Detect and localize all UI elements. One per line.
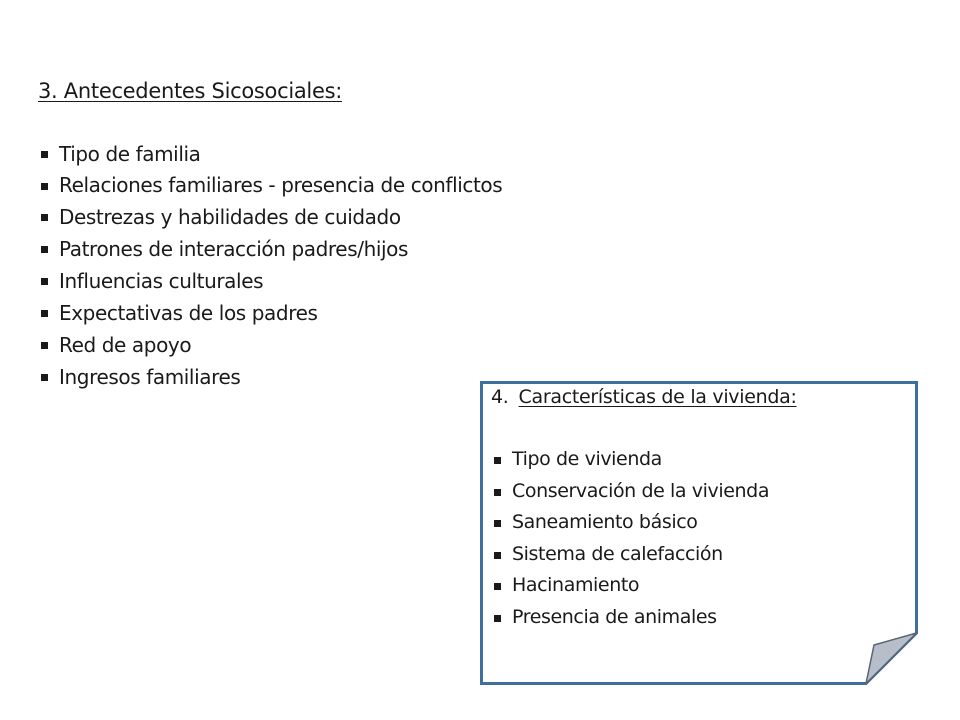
list-item: Influencias culturales [38, 265, 504, 297]
bullet-list [491, 444, 891, 633]
list-item: Destrezas y habilidades de cuidado [38, 201, 504, 233]
square-bullet-icon [41, 246, 48, 253]
section-psychosocial-background [38, 76, 504, 393]
square-bullet-icon [494, 552, 501, 559]
square-bullet-icon [494, 457, 501, 464]
list-item: Expectativas de los padres [38, 297, 504, 329]
square-bullet-icon [494, 583, 501, 590]
square-bullet-icon [41, 310, 48, 317]
section-title: Características de la vivienda: [518, 386, 797, 408]
square-bullet-icon [41, 214, 48, 221]
list-item: Hacinamiento [491, 570, 891, 602]
square-bullet-icon [494, 520, 501, 527]
list-item: Sistema de calefacción [491, 539, 891, 571]
list-item: Patrones de interacción padres/hijos [38, 233, 504, 265]
list-item: Saneamiento básico [491, 507, 891, 539]
list-item: Tipo de vivienda [491, 444, 891, 476]
list-item: Presencia de animales [491, 602, 891, 634]
square-bullet-icon [494, 615, 501, 622]
list-item: Relaciones familiares - presencia de conflictos [38, 170, 504, 201]
bullet-list [38, 138, 504, 393]
square-bullet-icon [41, 151, 48, 158]
square-bullet-icon [494, 489, 501, 496]
note-content [491, 383, 891, 633]
square-bullet-icon [41, 342, 48, 349]
section-heading [491, 383, 891, 411]
list-item: Red de apoyo [38, 329, 504, 361]
section-heading: 3. Antecedentes Sicosociales: [38, 79, 343, 103]
square-bullet-icon [41, 278, 48, 285]
list-item: Ingresos familiares [38, 361, 504, 393]
square-bullet-icon [41, 374, 48, 381]
square-bullet-icon [41, 183, 48, 190]
housing-note-box [480, 381, 918, 685]
list-item: Conservación de la vivienda [491, 476, 891, 508]
section-number: 4. [491, 386, 509, 408]
list-item: Tipo de familia [38, 138, 504, 170]
